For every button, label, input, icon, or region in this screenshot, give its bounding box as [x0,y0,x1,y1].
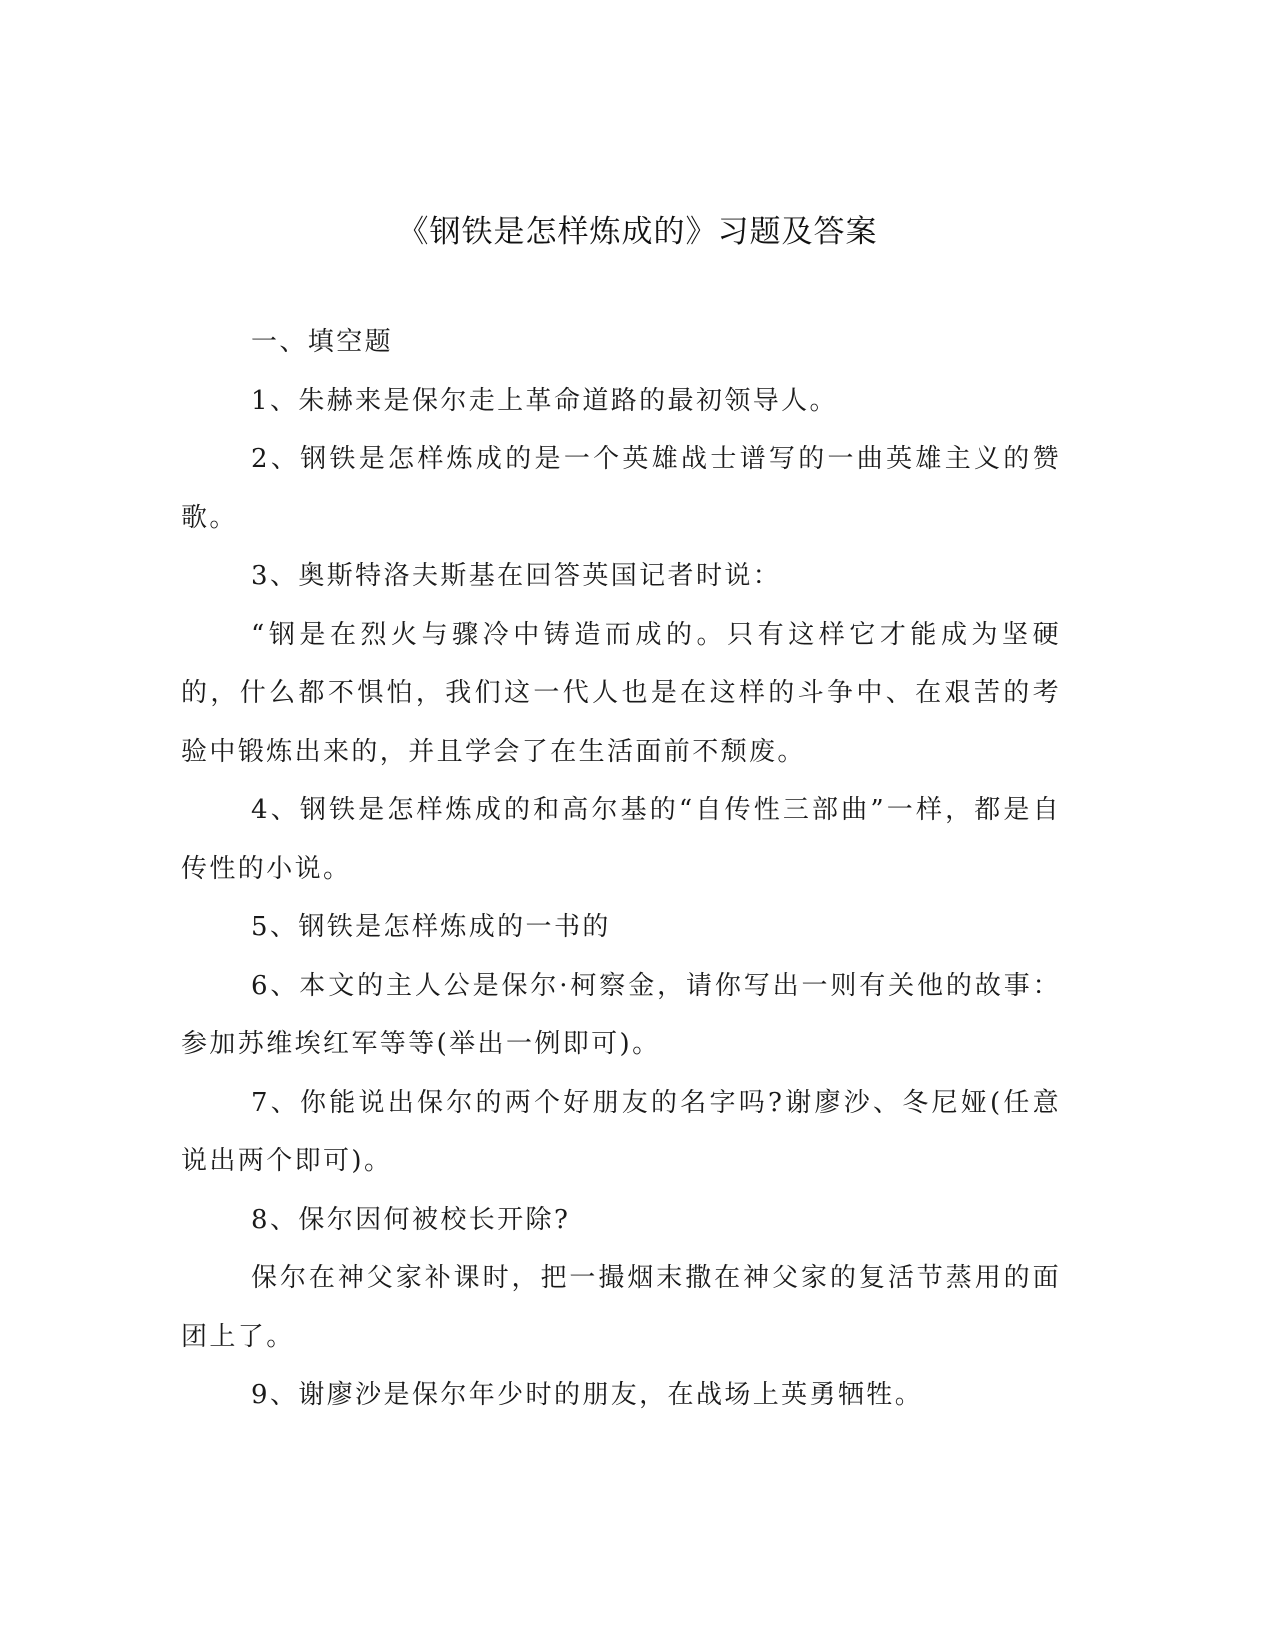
answer-paragraph: “钢是在烈火与骤冷中铸造而成的。只有这样它才能成为坚硬的，什么都不惧怕，我们这一代人也是在这样的斗争中、在艰苦的考验中锻炼出来的，并且学会了在生活面前不颓废。 [181,619,1061,767]
question-paragraph: 6、本文的主人公是保尔·柯察金，请你写出一则有关他的故事：参加苏维埃红军等等(举出一例即可)。 [181,970,1061,1059]
document-title: 《钢铁是怎样炼成的》习题及答案 [397,214,878,250]
question-paragraph: 3、奥斯特洛夫斯基在回答英国记者时说： [251,561,782,591]
question-paragraph: 5、钢铁是怎样炼成的一书的 [251,912,611,942]
question-paragraph: 1、朱赫来是保尔走上革命道路的最初领导人。 [251,385,838,416]
document-body [181,313,1061,1425]
question-paragraph: 7、你能说出保尔的两个好朋友的名字吗?谢廖沙、冬尼娅(任意说出两个即可)。 [181,1087,1061,1176]
question-paragraph: 2、钢铁是怎样炼成的是一个英雄战士谱写的一曲英雄主义的赞歌。 [181,444,1061,533]
answer-paragraph: 保尔在神父家补课时，把一撮烟末撒在神父家的复活节蒸用的面团上了。 [181,1263,1061,1352]
question-paragraph: 9、谢廖沙是保尔年少时的朋友，在战场上英勇牺牲。 [251,1380,924,1410]
question-paragraph: 4、钢铁是怎样炼成的和高尔基的“自传性三部曲”一样，都是自传性的小说。 [181,795,1061,884]
question-paragraph: 8、保尔因何被校长开除? [251,1204,571,1235]
section-heading: 一、填空题 [251,327,394,357]
